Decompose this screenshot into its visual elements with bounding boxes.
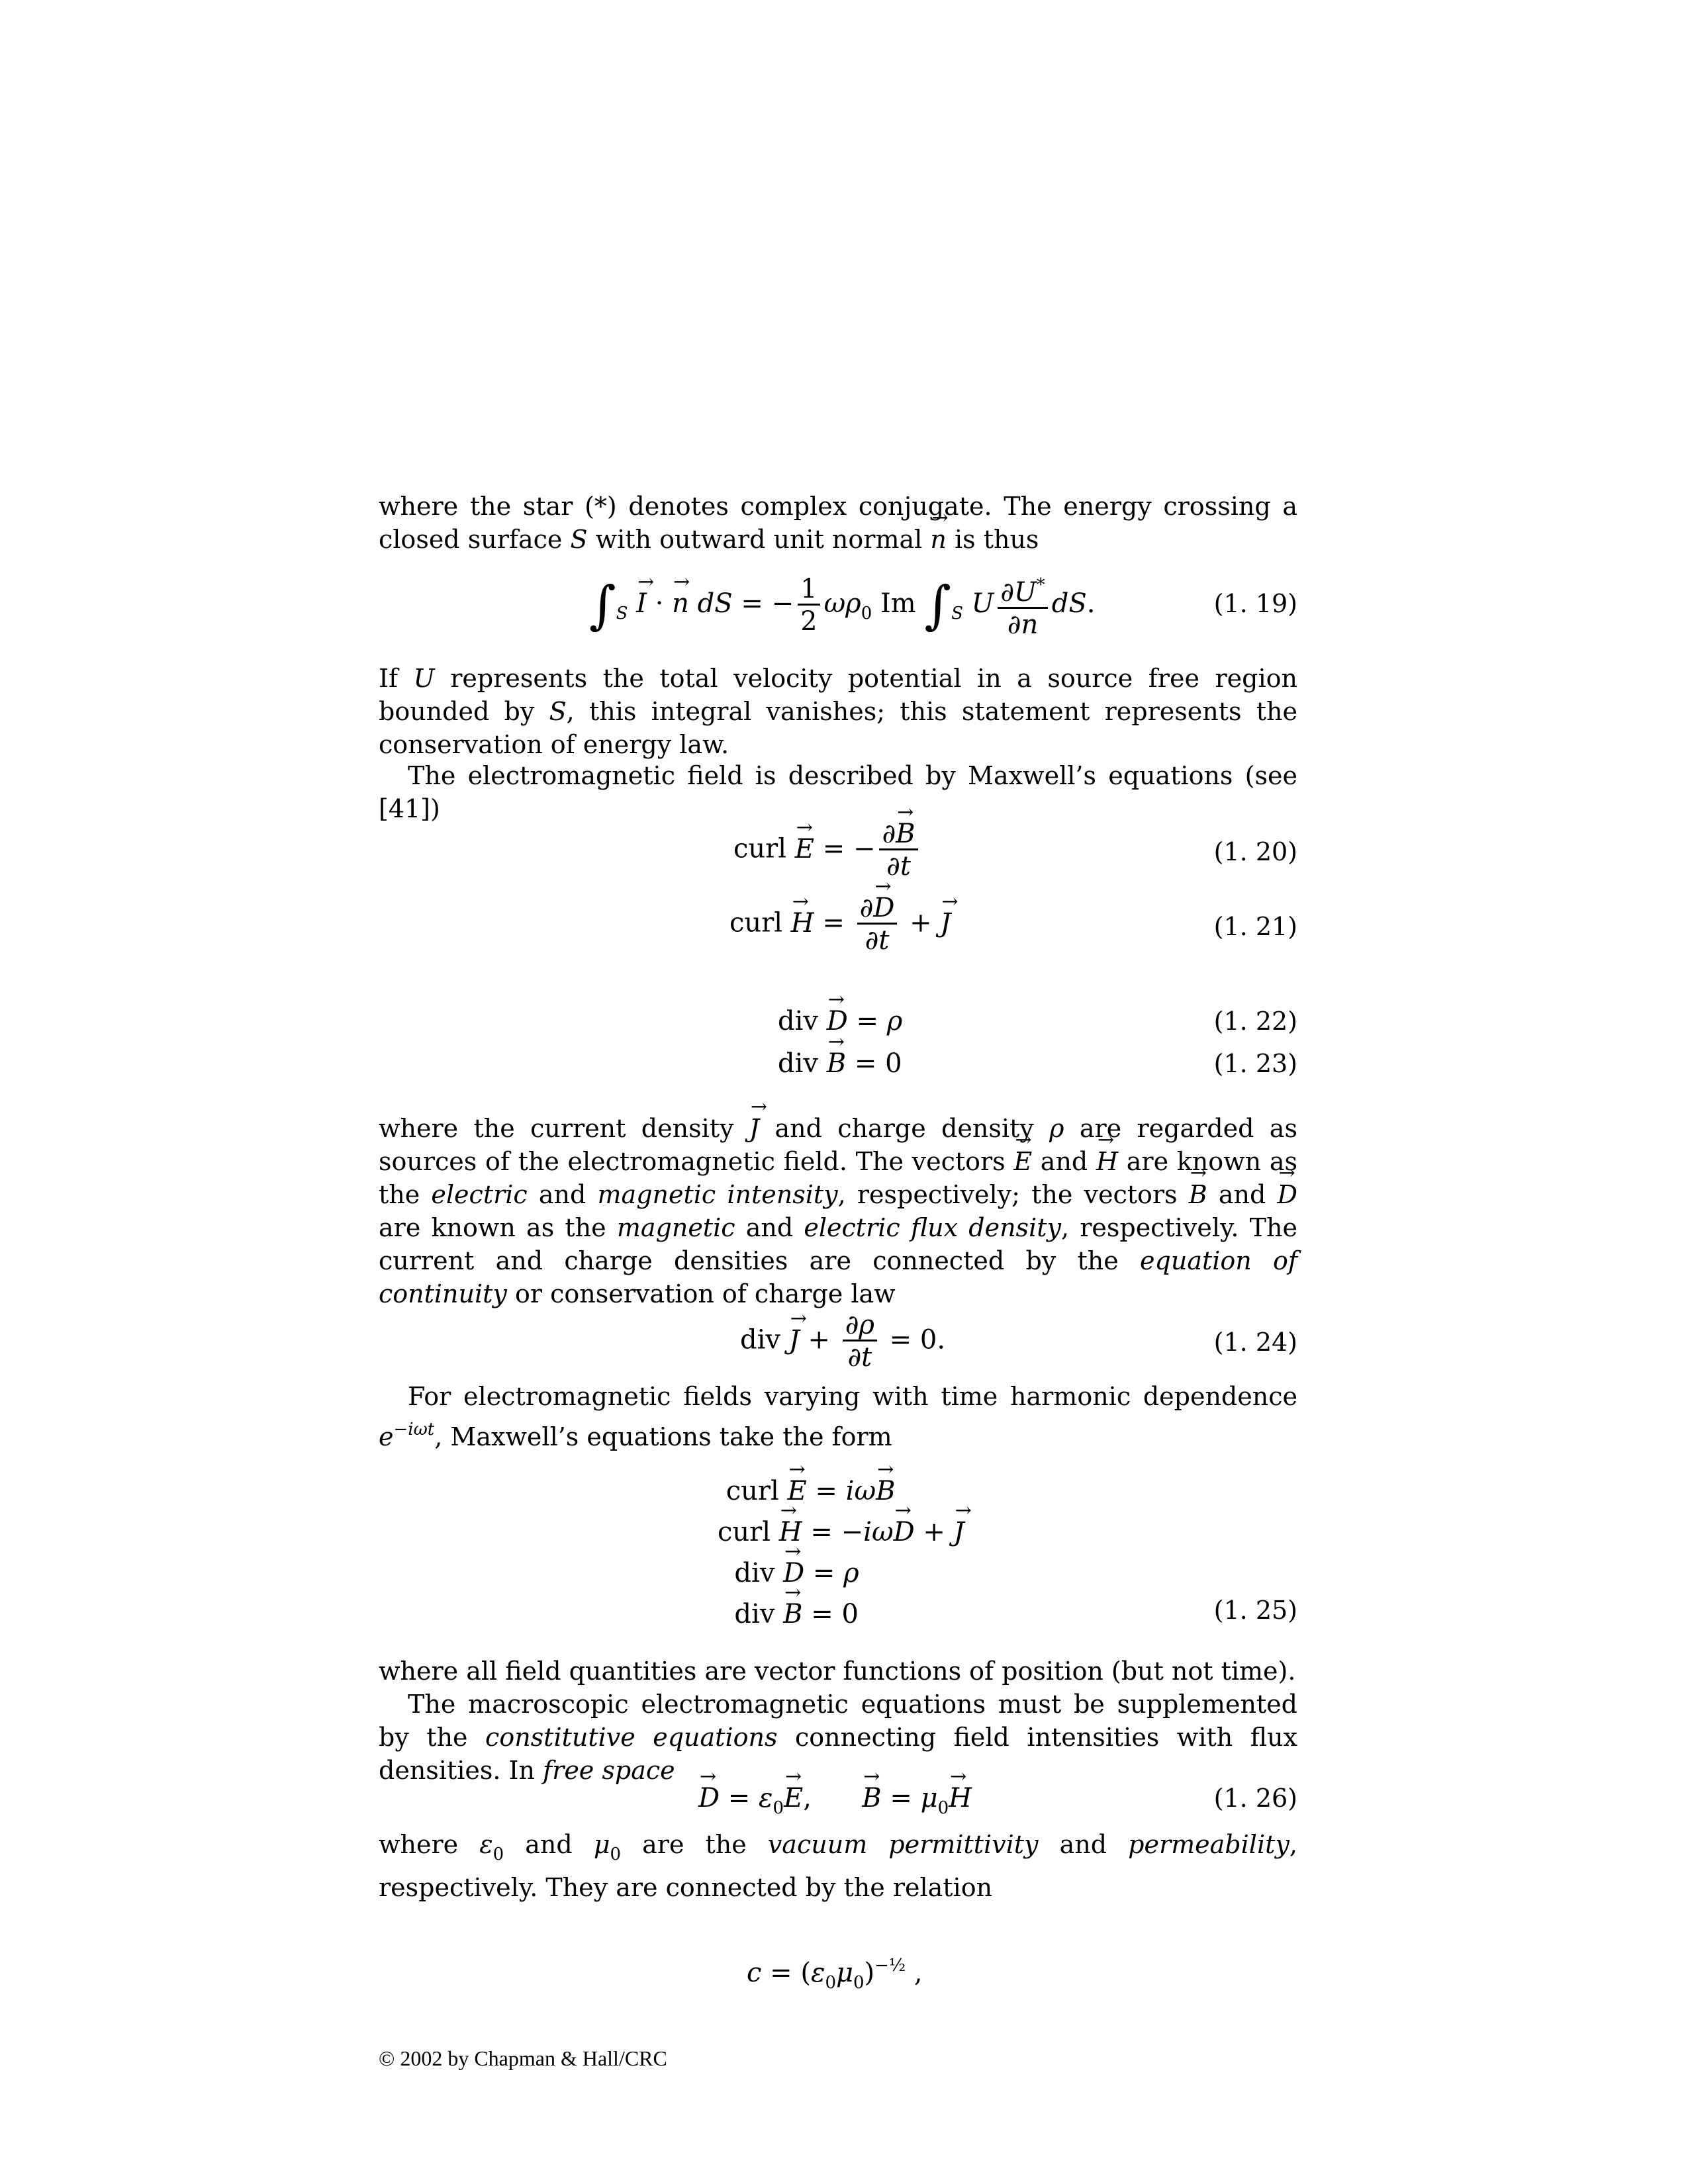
equation-1-25: curl E → = iωB → curl H → = −iωD → + J → div D → = ρ div B → = 0 <box>718 1471 964 1635</box>
text-span: connecting field intensities with flux densities. In <box>379 1723 1297 1785</box>
equation-1-24: div J → + $\frac{\partial\rho}{\partial t}$ = 0. <box>740 1310 945 1373</box>
text-span: , respectively; the vectors <box>837 1180 1178 1209</box>
paragraph-star-conjugate: where the star (*) denotes complex conjugate. The energy crossing a closed surface S with outward unit normal n → is thus <box>379 490 1297 556</box>
text-span: constitutive equations <box>485 1723 778 1752</box>
text-span: is thus <box>954 525 1039 554</box>
equation-1-20: curl E → = − $\frac{\partial B \to}{\partial t}$ <box>733 819 922 882</box>
text-span: , this integral vanishes; this statement represents the conservation of energy law. <box>379 697 1297 759</box>
text-span: represents the total velocity potential in a source free region bounded by <box>379 664 1297 726</box>
equation-speed-of-light: $c = (\varepsilon_0\mu_0)^{-\frac{1}{2}}$ , <box>747 1956 923 1993</box>
equation-number: (1. 24) <box>1213 1328 1297 1357</box>
text-span: are regarded as sources of the electromagnetic field. The vectors <box>379 1114 1297 1176</box>
text-span: and <box>1218 1180 1266 1209</box>
text-span: For electromagnetic fields varying with time harmonic dependence <box>408 1382 1297 1411</box>
text-line: where the star (*) denotes complex conjugate. The energy crossing a closed <box>379 492 1297 554</box>
paragraph-maxwell-intro: The electromagnetic field is described by Maxwell’s equations (see [41]) <box>379 761 1297 823</box>
equation-number: (1. 23) <box>1213 1049 1297 1078</box>
text-span: If <box>379 664 399 693</box>
text-span: vacuum permittivity <box>767 1830 1039 1859</box>
equation-number: (1. 22) <box>1213 1007 1297 1036</box>
equation-number: (1. 21) <box>1213 912 1297 941</box>
text-span: electric <box>431 1180 528 1209</box>
text-span: are the <box>642 1830 747 1859</box>
text-span: and <box>1040 1147 1088 1176</box>
equation-number: (1. 20) <box>1213 837 1297 866</box>
text-span: and <box>538 1180 586 1209</box>
equation-number: (1. 19) <box>1213 589 1297 618</box>
text-span: or conservation of charge law <box>515 1279 896 1308</box>
text-span: free space <box>543 1756 675 1785</box>
equation-1-21: curl H → = $\frac{\partial D \to}{\partial t}$ + J → <box>729 893 951 956</box>
text-span: and <box>525 1830 573 1859</box>
copyright-footer: © 2002 by Chapman & Hall/CRC <box>379 2046 667 2070</box>
paragraph-velocity-potential: If U represents the total velocity potential in a source free region bounded by S, this integral vanishes; this statement represents the conservation of energy law. <box>379 664 1297 759</box>
text-span: with outward unit normal <box>595 525 923 554</box>
equation-1-22: div D → = ρ <box>778 1005 902 1038</box>
equation-1-19: $\int_S$ I → · n → dS = − $\frac{1}{2}$ $\omega\rho_0$ Im $\int_S$ U $\frac{\partial U^*}{\partial n}$ dS. <box>589 570 1095 641</box>
text-span: magnetic intensity <box>597 1180 838 1209</box>
text-span: , respectively. They are connected by the relation <box>379 1830 1297 1902</box>
text-span: and <box>745 1213 794 1242</box>
text-span: and <box>1059 1830 1107 1859</box>
text-span: are known as the <box>379 1213 606 1242</box>
paragraph-sources: where the current density J → and charge density ρ are regarded as sources of the electromagnetic field. The vectors E → and H → are known as the electric and magnetic intensity, respectively; the vectors B → and D → are known as the magnetic and electric flux density, respectively. The current and charge densities are connected by the equation of continuity or conservation of charge law <box>379 1112 1297 1310</box>
text-span: The macroscopic electromagnetic equations must be supplemented by the <box>379 1690 1297 1752</box>
text-span: , respectively. The current and charge densities are connected by the <box>379 1213 1297 1275</box>
text-span: where the current density <box>379 1114 734 1143</box>
equation-number: (1. 25) <box>1213 1596 1297 1625</box>
paragraph-time-harmonic: For electromagnetic fields varying with time harmonic dependence $e^{-i\omega t}$, Maxwell’s equations take the form <box>379 1382 1297 1451</box>
text-span: magnetic <box>616 1213 735 1242</box>
paragraph-constitutive <box>379 1688 1297 1787</box>
text-span: , Maxwell’s equations take the form <box>434 1422 892 1451</box>
paragraph-vector-functions: where all field quantities are vector functions of position (but not time). <box>379 1657 1296 1686</box>
text-span: surface <box>467 525 563 554</box>
text-span: electric flux density <box>804 1213 1061 1242</box>
paragraph-permittivity: where $\varepsilon_0$ and $\mu_0$ are the vacuum permittivity and permeability, respectively. They are connected by the relation <box>379 1830 1297 1902</box>
equation-1-26: D → = $\varepsilon_0E$ →, B → = $\mu_0H$ → <box>698 1782 972 1825</box>
equation-1-23: div B → = 0 <box>778 1047 902 1080</box>
equation-number: (1. 26) <box>1213 1784 1297 1813</box>
text-span: are known as the <box>379 1147 1297 1209</box>
text-span: permeability <box>1128 1830 1289 1859</box>
text-span: equation of continuity <box>379 1246 1297 1308</box>
text-span: and charge density <box>774 1114 1034 1143</box>
text-span: where <box>379 1830 459 1859</box>
